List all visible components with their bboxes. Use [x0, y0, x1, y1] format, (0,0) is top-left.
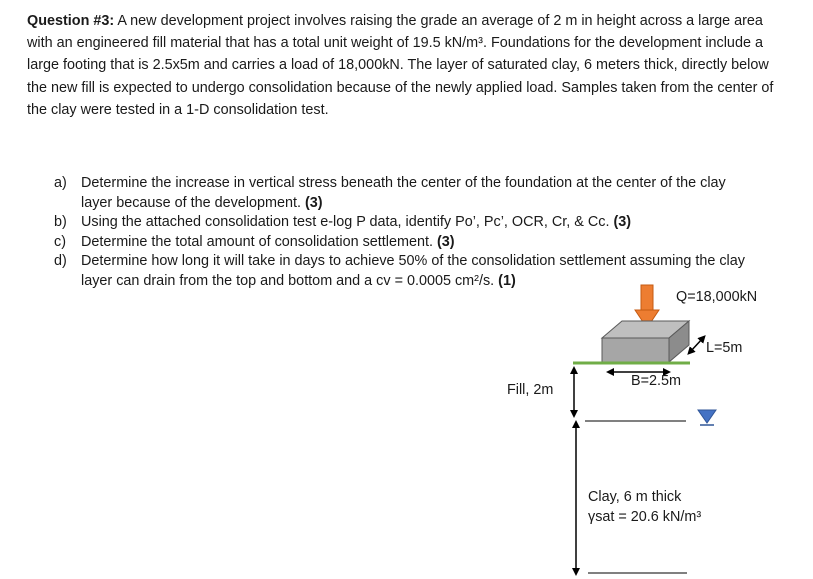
- question-letter: d): [54, 253, 67, 269]
- question-letter: b): [54, 214, 67, 230]
- question-body: A new development project involves raising the grade an average of 2 m in height across a large area with an engineered fill material that has a total unit weight of 19.5 kN/m³. Foundations for the development include a large footing that is 2.5x5m and carries a load of 18,000kN. The layer of saturated clay, 6 meters thick, directly below the new fill is expected to undergo consolidation because of the newly applied load. Samples taken from the center of the clay were tested in a 1-D consolidation test.: [27, 13, 774, 118]
- question-points: (3): [613, 214, 632, 230]
- question-text: Determine the increase in vertical stress beneath the center of the foundation at the center of the clay layer because of the development.: [81, 175, 726, 211]
- fill-label: Fill, 2m: [507, 382, 554, 398]
- clay-label: Clay, 6 m thick: [588, 489, 682, 505]
- load-label: Q=18,000kN: [676, 289, 758, 305]
- clay-unit-weight-label: γsat = 20.6 kN/m³: [588, 509, 702, 525]
- question-text: Determine how long it will take in days to achieve 50% of the consolidation settlement assuming the clay layer can drain from the top and bottom and a cv = 0.0005 cm²/s.: [81, 253, 745, 289]
- length-label: L=5m: [706, 340, 743, 356]
- question-points: (3): [305, 194, 323, 211]
- question-number: Question #3:: [27, 13, 115, 29]
- width-label: B=2.5m: [631, 373, 681, 389]
- question-letter: a): [54, 175, 67, 191]
- question-letter: c): [54, 233, 66, 250]
- question-points: (3): [436, 233, 455, 250]
- length-dimension-arrow: [690, 338, 703, 352]
- question-points: (1): [498, 272, 516, 289]
- footing-block: [602, 321, 689, 362]
- question-text: Determine the total amount of consolidation settlement.: [81, 233, 437, 250]
- water-table-icon: [698, 410, 716, 425]
- question-text: Using the attached consolidation test e-log P data, identify Po’, Pc’, OCR, Cr, & Cc.: [81, 214, 614, 230]
